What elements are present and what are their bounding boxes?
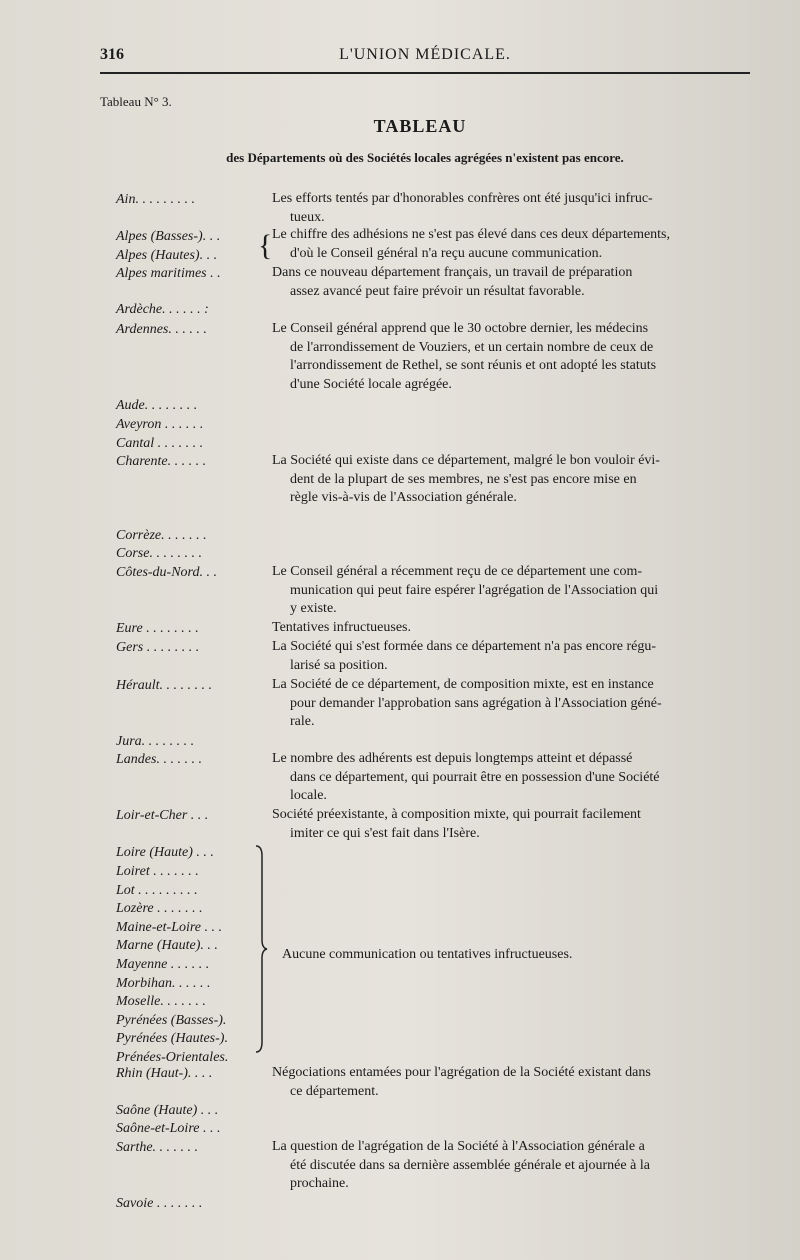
- desc-line: pour demander l'approbation sans agrégation à l'Association géné-: [290, 695, 662, 711]
- desc-landes: [272, 750, 752, 806]
- dept-gers: Gers . . . . . . . .: [116, 640, 200, 655]
- dept-aude: Aude. . . . . . . .: [116, 398, 198, 413]
- dept-group-item: Loire (Haute) . . .: [116, 845, 214, 860]
- desc-line: dent de la plupart de ses membres, ne s'est pas encore mise en: [290, 471, 637, 487]
- dept-eure: Eure . . . . . . . .: [116, 621, 199, 636]
- dept-alpes-maritimes: Alpes maritimes . .: [116, 266, 221, 281]
- dept-loir-et-cher: Loir-et-Cher . . .: [116, 808, 209, 823]
- dept-sarthe: Sarthe. . . . . . .: [116, 1140, 199, 1155]
- dept-group-item: Morbihan. . . . . .: [116, 976, 211, 991]
- desc-loir-et-cher: [272, 806, 752, 843]
- desc-line: Les efforts tentés par d'honorables confrères ont été jusqu'ici infruc-: [272, 191, 653, 206]
- desc-alpes-maritimes: [272, 264, 752, 301]
- desc-charente: [272, 452, 752, 508]
- desc-line: ce département.: [290, 1083, 379, 1099]
- dept-cotes-du-nord: Côtes-du-Nord. . .: [116, 565, 217, 580]
- dept-group-item: Pyrénées (Basses-).: [116, 1013, 227, 1028]
- desc-line: de l'arrondissement de Vouziers, et un certain nombre de ceux de: [290, 339, 654, 355]
- desc-line: d'une Société locale agrégée.: [290, 376, 452, 392]
- dept-group-item: Maine-et-Loire . . .: [116, 920, 223, 935]
- desc-line: imiter ce qui s'est fait dans l'Isère.: [290, 825, 480, 841]
- desc-line: La Société qui s'est formée dans ce département n'a pas encore régu-: [272, 639, 657, 654]
- desc-rhin-haut: [272, 1064, 752, 1101]
- desc-line: La question de l'agrégation de la Société à l'Association générale a: [272, 1139, 645, 1154]
- desc-line: rale.: [290, 714, 315, 729]
- desc-alpes: [272, 226, 752, 263]
- desc-line: y existe.: [290, 601, 337, 616]
- desc-ardennes: [272, 320, 752, 394]
- table-title: TABLEAU: [373, 116, 467, 136]
- group-brace-icon: [254, 844, 268, 1054]
- dept-rhin-haut: Rhin (Haut-). . . .: [116, 1066, 213, 1081]
- desc-line: Tentatives infructueuses.: [272, 620, 411, 635]
- dept-landes: Landes. . . . . . .: [116, 752, 202, 767]
- dept-charente: Charente. . . . . .: [116, 454, 207, 469]
- dept-group-item: Loiret . . . . . . .: [116, 864, 199, 879]
- dept-alpes-hautes: Alpes (Hautes). . .: [116, 248, 218, 263]
- table-number: Tableau N° 3.: [100, 94, 172, 109]
- dept-group-item: Mayenne . . . . . .: [116, 957, 210, 972]
- table-subtitle: des Départements où des Sociétés locales agrégées n'existent pas encore.: [226, 150, 624, 165]
- desc-line: locale.: [290, 788, 327, 803]
- brace-icon: {: [258, 229, 273, 262]
- dept-jura: Jura. . . . . . . .: [116, 734, 195, 749]
- desc-line: Le Conseil général apprend que le 30 octobre dernier, les médecins: [272, 321, 649, 336]
- desc-sarthe: [272, 1138, 752, 1194]
- desc-line: Négociations entamées pour l'agrégation de la Société existant dans: [272, 1065, 651, 1080]
- dept-savoie: Savoie . . . . . . .: [116, 1196, 203, 1211]
- dept-group-item: Marne (Haute). . .: [116, 938, 218, 953]
- desc-line: Dans ce nouveau département français, un travail de préparation: [272, 265, 633, 280]
- desc-line: d'où le Conseil général n'a reçu aucune communication.: [290, 245, 603, 261]
- desc-line: tueux.: [290, 209, 325, 225]
- dept-group-item: Moselle. . . . . . .: [116, 994, 206, 1009]
- dept-group-item: Lot . . . . . . . . .: [116, 883, 198, 898]
- desc-line: Le chiffre des adhésions ne s'est pas élevé dans ces deux départements,: [272, 227, 671, 242]
- desc-line: règle vis-à-vis de l'Association générale.: [290, 490, 517, 505]
- dept-correze: Corrèze. . . . . . .: [116, 528, 207, 543]
- desc-line: larisé sa position.: [290, 657, 388, 673]
- desc-line: Société préexistante, à composition mixte, qui pourrait facilement: [272, 807, 641, 822]
- desc-eure: [272, 619, 752, 638]
- dept-cantal: Cantal . . . . . . .: [116, 436, 204, 451]
- page-header: [100, 46, 750, 74]
- journal-title: L'UNION MÉDICALE.: [339, 46, 511, 63]
- desc-gers: [272, 638, 752, 675]
- dept-corse: Corse. . . . . . . .: [116, 546, 202, 561]
- dept-group-item: Pyrénées (Hautes-).: [116, 1031, 228, 1046]
- desc-line: La Société de ce département, de composition mixte, est en instance: [272, 677, 654, 692]
- desc-line: La Société qui existe dans ce département, malgré le bon vouloir évi-: [272, 453, 660, 468]
- desc-ain: [272, 190, 752, 227]
- dept-aveyron: Aveyron . . . . . .: [116, 417, 204, 432]
- dept-alpes-basses: Alpes (Basses-). . .: [116, 229, 221, 244]
- desc-line: Le nombre des adhérents est depuis longtemps atteint et dépassé: [272, 751, 633, 766]
- desc-cotes-du-nord: [272, 563, 752, 619]
- desc-line: Aucune communication ou tentatives infructueuses.: [282, 947, 573, 962]
- page-number: 316: [100, 46, 124, 63]
- desc-line: prochaine.: [290, 1176, 349, 1191]
- desc-line: Le Conseil général a récemment reçu de ce département une com-: [272, 564, 643, 579]
- dept-ardeche: Ardèche. . . . . . :: [116, 302, 209, 317]
- dept-ain: Ain. . . . . . . . .: [116, 192, 195, 207]
- dept-herault: Hérault. . . . . . . .: [116, 678, 213, 693]
- desc-line: assez avancé peut faire prévoir un résultat favorable.: [290, 283, 585, 299]
- dept-ardennes: Ardennes. . . . . .: [116, 322, 207, 337]
- desc-line: l'arrondissement de Rethel, se sont réunis et ont adopté les statuts: [290, 358, 657, 373]
- desc-line: dans ce département, qui pourrait être en possession d'une Société: [290, 769, 660, 785]
- desc-line: été discutée dans sa dernière assemblée générale et ajournée à la: [290, 1157, 650, 1173]
- dept-group-item: Prénées-Orientales.: [116, 1050, 229, 1065]
- dept-saone-haute: Saône (Haute) . . .: [116, 1103, 219, 1118]
- desc-herault: [272, 676, 752, 732]
- desc-line: munication qui peut faire espérer l'agrégation de l'Association qui: [290, 582, 659, 598]
- dept-saone-et-loire: Saône-et-Loire . . .: [116, 1121, 221, 1136]
- desc-group: [282, 946, 762, 965]
- dept-group-item: Lozère . . . . . . .: [116, 901, 203, 916]
